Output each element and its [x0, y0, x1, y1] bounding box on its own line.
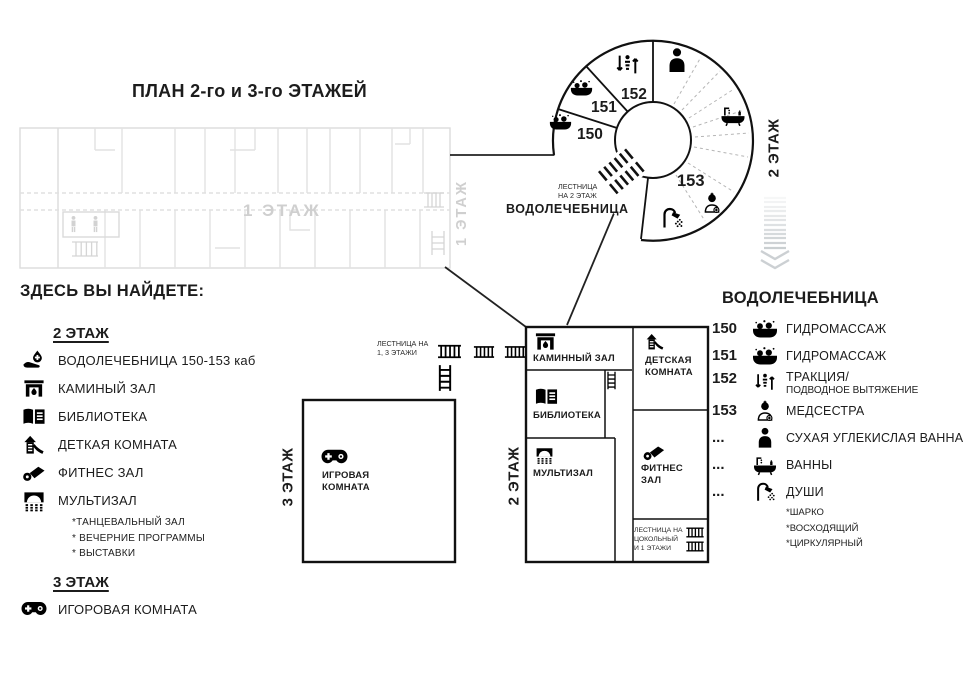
stairs-13-note-line2: 1, 3 ЭТАЖИ	[377, 348, 417, 357]
kids-room-label: ДЕТСКАЯ КОМНАТА	[645, 355, 693, 378]
library-label: БИБЛИОТЕКА	[533, 410, 601, 421]
fitness-icon	[20, 461, 47, 484]
legend-item-fitness	[20, 461, 305, 484]
room-151-label: 151	[591, 99, 617, 116]
legend-row-label: ДУШИ	[786, 484, 824, 499]
hydrotherapy-legend	[712, 289, 968, 552]
floor3-side-label: 3 ЭТАЖ	[279, 447, 297, 507]
legend-item-label: БИБЛИОТЕКА	[58, 409, 148, 424]
room-152-label: 152	[621, 86, 647, 103]
floor1-side-label: 1 ЭТАЖ	[454, 180, 470, 246]
note: *ВОСХОДЯЩИЙ	[786, 522, 859, 534]
legend-row-sublabel: ПОДВОДНОЕ ВЫТЯЖЕНИЕ	[786, 385, 919, 396]
stairs-basement-note-line1: ЛЕСТНИЦА НА	[634, 527, 683, 534]
legend-item-multihall	[20, 489, 305, 512]
room-number: ...	[712, 483, 725, 500]
multihall-notes	[72, 515, 305, 562]
note: * ВЫСТАВКИ	[72, 548, 136, 559]
legend-row-label: ГИДРОМАССАЖ	[786, 348, 887, 363]
legend-row-label: ГИДРОМАССАЖ	[786, 321, 887, 336]
page-title: ПЛАН 2-го и 3-го ЭТАЖЕЙ	[132, 81, 367, 101]
room-number: 150	[712, 320, 738, 337]
floor2-side-label: 2 ЭТАЖ	[505, 446, 523, 506]
legend-row-label: СУХАЯ УГЛЕКИСЛАЯ ВАННА	[786, 430, 964, 445]
left-legend-heading: ЗДЕСЬ ВЫ НАЙДЕТЕ:	[20, 282, 205, 300]
stairs-basement-note-line2: ЦОКОЛЬНЫЙ	[634, 536, 678, 543]
floor1-corridor-label: 1 ЭТАЖ	[243, 201, 322, 220]
fireplace-icon	[536, 333, 555, 349]
stairs-to-floor2-note-line1: ЛЕСТНИЦА	[558, 182, 598, 191]
stairs-13-icons	[438, 346, 525, 391]
gamepad-icon	[20, 598, 47, 621]
note: *ЦИРКУЛЯРНЫЙ	[786, 538, 863, 549]
note: * ВЕЧЕРНИЕ ПРОГРАММЫ	[72, 532, 205, 544]
legend-item-label: МУЛЬТИЗАЛ	[58, 493, 137, 508]
legend-item-hydro	[20, 349, 305, 372]
down-arrow-icon	[761, 198, 789, 268]
circle-floor-label: 2 ЭТАЖ	[765, 118, 783, 178]
legend-item-label: ИГОРОВАЯ КОМНАТА	[58, 601, 197, 617]
left-legend	[20, 282, 305, 621]
fitness-hall-label: ФИТНЕС ЗАЛ	[641, 463, 683, 486]
legend-item-label: ВОДОЛЕЧЕБНИЦА 150-153 каб	[58, 353, 256, 368]
game-room-label: ИГРОВАЯ КОМНАТА	[322, 470, 370, 493]
legend-row-151	[712, 343, 968, 368]
legend-row-label: МЕДСЕСТРА	[786, 403, 865, 418]
room-153-label: 153	[677, 172, 705, 190]
shower-icon	[750, 480, 780, 503]
stairs-basement-note-line3: И 1 ЭТАЖИ	[634, 545, 671, 552]
legend-item-label: ДЕТКАЯ КОМНАТА	[58, 437, 178, 452]
note: *ШАРКО	[786, 507, 824, 518]
hydro-icon	[20, 349, 47, 372]
floor2-heading: 2 ЭТАЖ	[53, 325, 109, 342]
legend-row-label: ВАННЫ	[786, 457, 833, 472]
hydrotherapy-entry-label: ВОДОЛЕЧЕБНИЦА	[506, 202, 629, 216]
fireplace-icon	[20, 377, 47, 400]
note: *ТАНЦЕВАЛЬНЫЙ ЗАЛ	[72, 517, 185, 528]
legend-item-game-room	[20, 598, 305, 621]
jacuzzi-icon	[750, 317, 780, 340]
shower-notes	[786, 505, 968, 552]
multihall-icon	[20, 489, 47, 512]
room-number: ...	[712, 456, 725, 473]
hydrotherapy-legend-heading: ВОДОЛЕЧЕБНИЦА	[722, 289, 879, 307]
wc-room	[63, 212, 119, 237]
floor1-plan-outline	[20, 128, 450, 268]
traction-icon	[750, 370, 780, 393]
stairs-to-floor2-note-line2: НА 2 ЭТАЖ	[558, 191, 597, 200]
legend-row-150	[712, 316, 968, 341]
legend-row-152	[712, 370, 968, 396]
bathtub-icon	[750, 453, 780, 476]
room-number: 151	[712, 347, 738, 364]
person-icon	[750, 426, 780, 449]
legend-row-showers	[712, 479, 968, 504]
legend-item-fireplace	[20, 377, 305, 400]
legend-item-kids	[20, 433, 305, 456]
wc-woman-icon	[94, 216, 98, 232]
legend-row-label: ТРАКЦИЯ/	[786, 370, 850, 384]
library-icon	[20, 405, 47, 428]
kids-room-icon	[20, 433, 47, 456]
jacuzzi-icon	[750, 344, 780, 367]
legend-row-153	[712, 398, 968, 423]
room-150-label: 150	[577, 126, 603, 143]
legend-item-label: ФИТНЕС ЗАЛ	[58, 465, 144, 480]
stairs-13-note-line1: ЛЕСТНИЦА НА	[377, 339, 429, 348]
legend-item-label: КАМИНЫЙ ЗАЛ	[58, 381, 156, 396]
room-number: ...	[712, 429, 725, 446]
legend-item-library	[20, 405, 305, 428]
floor3-heading: 3 ЭТАЖ	[53, 573, 109, 591]
room-number: 152	[712, 370, 738, 387]
nurse-icon	[750, 399, 780, 422]
legend-row-dry-bath	[712, 425, 968, 450]
room-number: 153	[712, 402, 738, 419]
legend-row-baths	[712, 452, 968, 477]
multihall-label: МУЛЬТИЗАЛ	[533, 468, 594, 479]
wc-man-icon	[72, 216, 76, 232]
fireplace-hall-label: КАМИННЫЙ ЗАЛ	[533, 353, 615, 364]
